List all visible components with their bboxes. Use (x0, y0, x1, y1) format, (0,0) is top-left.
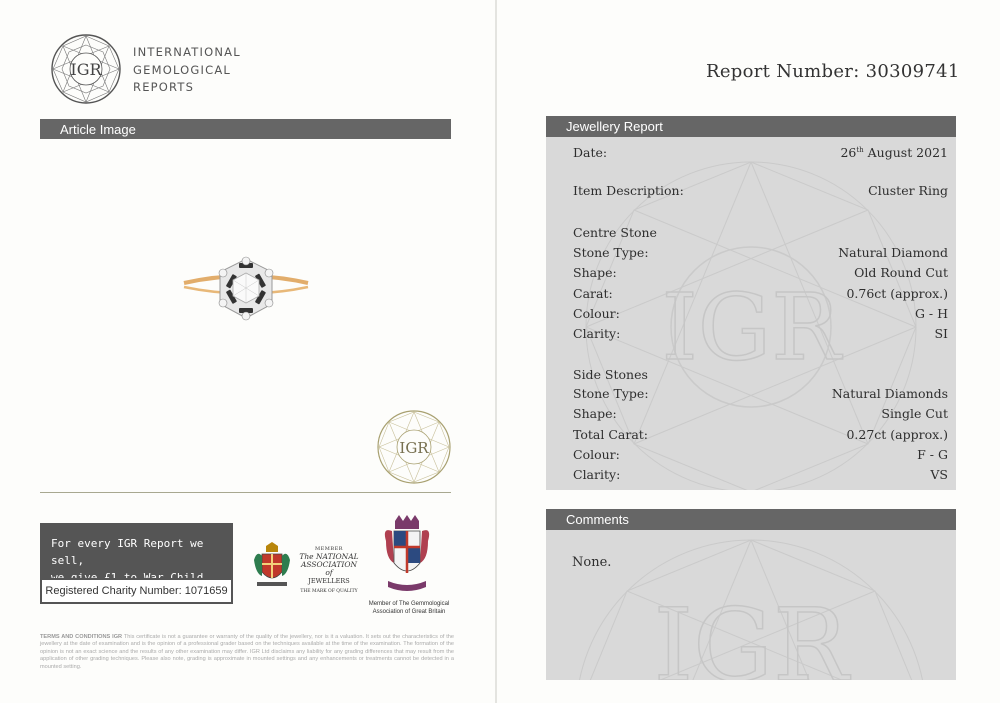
gem-a-crest-icon (380, 515, 434, 597)
jewellery-report-panel (546, 137, 956, 490)
date-value: 26th August 2021 (840, 145, 948, 160)
terms-heading: TERMS AND CONDITIONS IGR (40, 634, 123, 640)
svg-text:IGR: IGR (399, 439, 429, 457)
page-divider (40, 492, 451, 493)
ring-photo (180, 256, 312, 336)
item-description-label: Item Description: (573, 183, 684, 198)
igr-watermark-icon (546, 530, 956, 680)
igr-seal-icon (376, 409, 452, 485)
igr-logo-icon (50, 33, 122, 105)
gem-a-line-2: Association of Great Britain (372, 609, 446, 615)
centre-carat-label: Carat: (573, 286, 613, 301)
svg-text:IGR: IGR (70, 60, 102, 79)
side-carat-label: Total Carat: (573, 427, 649, 442)
centre-shape-value: Old Round Cut (854, 265, 948, 280)
side-stone-type-value: Natural Diamonds (831, 386, 948, 401)
naj-label (297, 545, 361, 596)
centre-clarity-value: SI (934, 326, 948, 341)
left-page (0, 0, 495, 703)
side-colour-value: F - G (917, 447, 948, 462)
naj-line-2: ASSOCIATION of (300, 560, 358, 577)
jewellery-report-header: Jewellery Report (546, 116, 956, 137)
terms-and-conditions (40, 634, 454, 671)
war-child-banner (40, 523, 233, 578)
comments-text: None. (572, 555, 612, 570)
comments-panel (546, 530, 956, 680)
side-clarity-label: Clarity: (573, 467, 621, 482)
logo-wordmark (133, 44, 241, 97)
side-shape-label: Shape: (573, 406, 617, 421)
naj-crest-icon (251, 540, 293, 590)
article-image-header: Article Image (40, 119, 451, 139)
centre-stone-type-label: Stone Type: (573, 245, 649, 260)
logo-line-2: GEMOLOGICAL (133, 62, 232, 77)
centre-stone-heading: Centre Stone (573, 225, 657, 240)
gem-a-line-1: Member of The Gemmological (368, 601, 450, 607)
side-carat-value: 0.27ct (approx.) (846, 427, 948, 442)
centre-colour-label: Colour: (573, 306, 620, 321)
centre-carat-value: 0.76ct (approx.) (846, 286, 948, 301)
side-shape-value: Single Cut (881, 406, 948, 421)
centre-stone-type-value: Natural Diamond (838, 245, 948, 260)
centre-colour-value: G - H (914, 306, 948, 321)
naj-line-1: The NATIONAL (299, 552, 359, 561)
naj-tagline: THE MARK OF QUALITY (300, 589, 358, 594)
report-number: Report Number: 30309741 (706, 61, 960, 82)
date-label: Date: (573, 145, 608, 160)
logo-line-1: INTERNATIONAL (133, 45, 241, 59)
side-stone-type-label: Stone Type: (573, 386, 649, 401)
item-description-value: Cluster Ring (868, 183, 948, 198)
naj-member: MEMBER (315, 546, 343, 552)
centre-shape-label: Shape: (573, 265, 617, 280)
gem-a-label (365, 600, 453, 616)
side-clarity-value: VS (930, 467, 948, 482)
naj-line-3: JEWELLERS (308, 577, 350, 585)
side-colour-label: Colour: (573, 447, 620, 462)
charity-line-1: For every IGR Report we sell, (51, 537, 204, 567)
terms-body: This certificate is not a guarantee or warranty of the quality of the jewellery, nor is it a valuation. It sets out the characteristics of the jewellery at the date of examination and is the opinion of a professional grader based on the techniques available at the time of the examination. The formation of the opinion is not an exact science and the results of any other examination may differ. IGR Ltd disclaims any liability for any grading differences that may result from the application of other grading techniques. Please also note, grading is approximate in mounted settings and any enhancements or treatments cannot be detected in a mounted setting. (40, 634, 455, 670)
charity-number: Registered Charity Number: 1071659 (40, 578, 233, 604)
comments-header: Comments (546, 509, 956, 530)
centre-clarity-label: Clarity: (573, 326, 621, 341)
svg-text:IGR: IGR (653, 587, 849, 680)
logo-line-3: REPORTS (133, 80, 195, 94)
side-stones-heading: Side Stones (573, 367, 648, 382)
svg-text:IGR: IGR (661, 274, 841, 381)
